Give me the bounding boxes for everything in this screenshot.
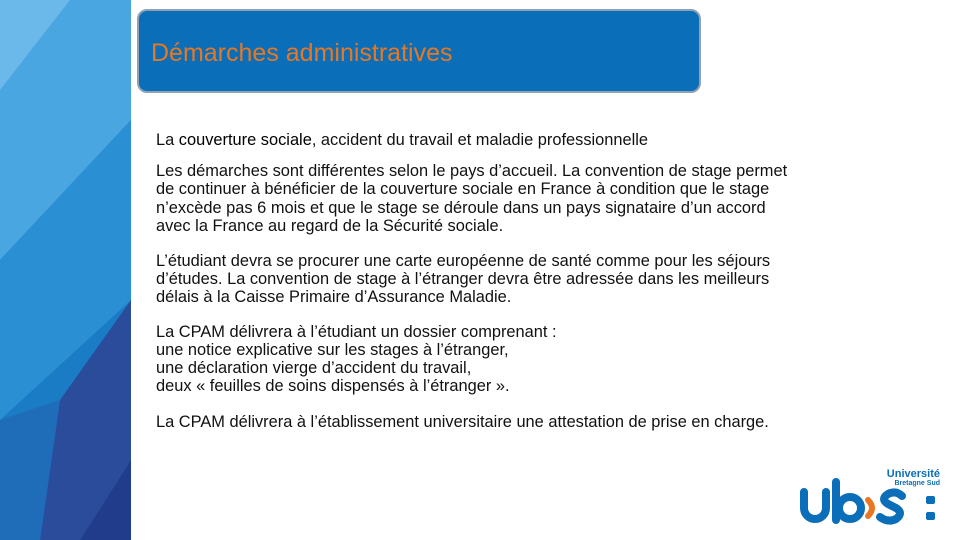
heading-suffix: , accident du travail et maladie professionnelle xyxy=(311,131,649,149)
title-banner xyxy=(137,9,701,93)
heading-prefix: La xyxy=(156,131,179,149)
decorative-sidebar xyxy=(0,0,131,540)
paragraph-coverage: Les démarches sont différentes selon le pays d’accueil. La convention de stage permet de continuer à bénéficier de la couverture sociale en France à condition que le stage n’excède pas 6 mois et que le stage se déroule dans un pays signataire d’un accord avec la France au regard de la Sécurité sociale. xyxy=(156,162,788,235)
ubs-wordmark-icon xyxy=(798,470,943,532)
paragraph-health-card: L’étudiant devra se procurer une carte européenne de santé comme pour les séjours d’études. La convention de stage à l’étranger devra être adressée dans les meilleurs délais à la Caisse Primaire d’Assurance Maladie. xyxy=(156,252,771,307)
ubs-logo xyxy=(798,470,943,532)
logo-line2: Bretagne Sud xyxy=(894,480,940,487)
paragraph-cpam-dossier: La CPAM délivrera à l’étudiant un dossier comprenant : une notice explicative sur les stages à l’étranger, une déclaration vierge d’accident du travail, deux « feuilles de soins dispensés à l’étranger ». xyxy=(156,322,557,396)
paragraph-heading xyxy=(156,131,856,149)
heading-emphasis: couverture sociale xyxy=(178,131,312,149)
slide-title: Démarches administratives xyxy=(151,39,453,67)
slide-body xyxy=(156,131,856,449)
paragraph-attestation: La CPAM délivrera à l’établissement universitaire une attestation de prise en charge. xyxy=(156,413,769,432)
logo-line1: Université xyxy=(886,468,940,480)
